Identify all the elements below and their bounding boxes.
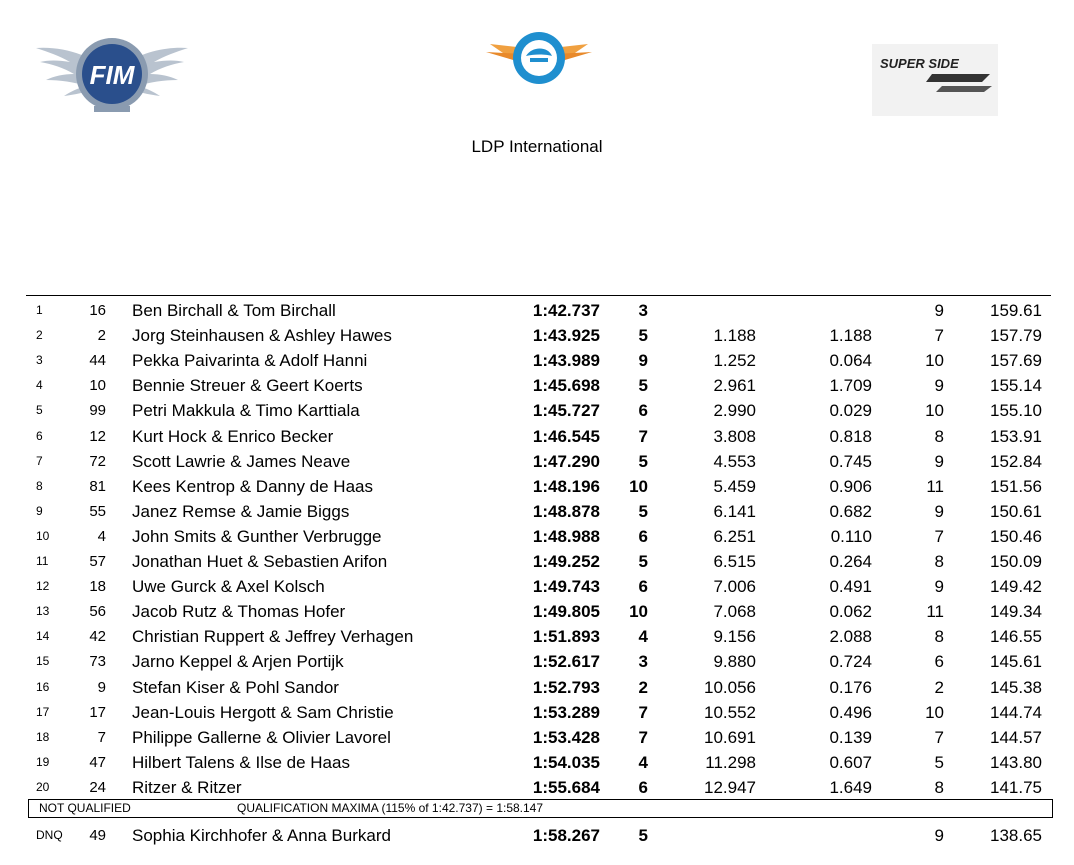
cell-diff: 1.649 bbox=[829, 777, 872, 797]
cell-diff: 1.709 bbox=[829, 376, 872, 396]
cell-pos: 16 bbox=[36, 679, 50, 694]
cell-gap: 2.990 bbox=[713, 401, 756, 421]
cell-name: Jonathan Huet & Sebastien Arifon bbox=[132, 552, 388, 571]
cell-num: 9 bbox=[97, 678, 106, 696]
table-row bbox=[0, 700, 1074, 725]
cell-laps: 2 bbox=[638, 677, 648, 697]
cell-laps: 5 bbox=[638, 826, 648, 845]
cell-time: 1:54.035 bbox=[532, 752, 600, 772]
table-row bbox=[0, 649, 1074, 674]
cell-name: Hilbert Talens & Ilse de Haas bbox=[132, 752, 350, 772]
cell-time: 1:53.428 bbox=[532, 727, 600, 747]
cell-name: Sophia Kirchhofer & Anna Burkard bbox=[132, 826, 391, 845]
cell-num: 12 bbox=[89, 427, 106, 445]
cell-num: 17 bbox=[89, 703, 106, 721]
cell-laps: 4 bbox=[638, 752, 648, 772]
cell-lap: 8 bbox=[934, 777, 944, 797]
not-qualified-bar bbox=[28, 799, 1053, 818]
cell-gap: 7.068 bbox=[713, 602, 756, 622]
table-row bbox=[0, 449, 1074, 474]
cell-speed: 155.14 bbox=[990, 376, 1042, 396]
table-top-rule bbox=[26, 295, 1051, 296]
cell-laps: 5 bbox=[638, 451, 648, 471]
cell-gap: 3.808 bbox=[713, 426, 756, 446]
cell-gap: 6.251 bbox=[713, 526, 756, 546]
cell-lap: 11 bbox=[926, 602, 944, 622]
cell-laps: 10 bbox=[629, 476, 648, 496]
cell-speed: 141.75 bbox=[990, 777, 1042, 797]
cell-diff: 0.110 bbox=[830, 526, 872, 546]
cell-diff: 0.607 bbox=[829, 752, 872, 772]
cell-num: 81 bbox=[89, 477, 106, 495]
cell-time: 1:52.617 bbox=[532, 652, 600, 672]
cell-pos: 2 bbox=[36, 328, 43, 343]
cell-num: 4 bbox=[97, 527, 106, 545]
cell-time: 1:45.727 bbox=[532, 401, 600, 421]
cell-speed: 151.56 bbox=[990, 476, 1042, 496]
cell-pos: 20 bbox=[36, 779, 50, 794]
cell-name: Jacob Rutz & Thomas Hofer bbox=[132, 602, 346, 622]
cell-num: 72 bbox=[89, 452, 106, 470]
cell-speed: 150.61 bbox=[990, 501, 1042, 521]
cell-gap: 12.947 bbox=[704, 777, 756, 797]
cell-lap: 9 bbox=[934, 376, 944, 396]
cell-pos: 7 bbox=[36, 453, 43, 468]
cell-gap: 10.552 bbox=[704, 702, 756, 722]
cell-num: 49 bbox=[89, 827, 106, 844]
cell-gap: 2.961 bbox=[713, 376, 756, 396]
cell-gap: 4.553 bbox=[713, 451, 756, 471]
cell-time: 1:42.737 bbox=[532, 301, 600, 320]
cell-diff: 0.062 bbox=[829, 602, 872, 622]
fim-logo bbox=[34, 36, 190, 112]
cell-pos: 4 bbox=[36, 378, 43, 393]
cell-time: 1:49.252 bbox=[532, 552, 600, 571]
cell-name: Janez Remse & Jamie Biggs bbox=[132, 501, 350, 521]
cell-pos: 17 bbox=[36, 704, 50, 719]
table-row bbox=[0, 323, 1074, 348]
svg-text:FIM: FIM bbox=[89, 60, 135, 90]
cell-lap: 10 bbox=[925, 702, 944, 722]
cell-lap: 9 bbox=[934, 826, 944, 845]
cell-lap: 8 bbox=[934, 426, 944, 446]
cell-gap: 6.141 bbox=[713, 501, 756, 521]
cell-pos: 18 bbox=[36, 729, 50, 744]
cell-speed: 157.79 bbox=[990, 326, 1042, 346]
cell-num: 10 bbox=[89, 377, 106, 395]
cell-name: Bennie Streuer & Geert Koerts bbox=[132, 376, 363, 396]
cell-laps: 6 bbox=[638, 401, 648, 421]
cell-name: Jarno Keppel & Arjen Portijk bbox=[132, 652, 344, 672]
cell-time: 1:48.196 bbox=[532, 476, 600, 496]
cell-laps: 5 bbox=[638, 552, 648, 571]
cell-pos: 1 bbox=[36, 303, 43, 317]
table-row bbox=[0, 398, 1074, 423]
cell-pos: 15 bbox=[36, 654, 50, 669]
cell-gap: 6.515 bbox=[713, 552, 756, 571]
cell-speed: 153.91 bbox=[990, 426, 1042, 446]
cell-gap: 9.880 bbox=[713, 652, 756, 672]
cell-pos: 10 bbox=[36, 528, 50, 543]
cell-name: Stefan Kiser & Pohl Sandor bbox=[132, 677, 339, 697]
cell-diff: 0.818 bbox=[829, 426, 872, 446]
cell-num: 55 bbox=[89, 502, 106, 520]
cell-gap: 5.459 bbox=[713, 476, 756, 496]
cell-speed: 152.84 bbox=[990, 451, 1042, 471]
cell-gap: 11.298 bbox=[705, 752, 756, 772]
cell-diff: 0.029 bbox=[829, 401, 872, 421]
cell-lap: 7 bbox=[934, 326, 944, 346]
cell-diff: 0.264 bbox=[829, 552, 872, 571]
cell-num: 24 bbox=[89, 778, 106, 796]
cell-time: 1:45.698 bbox=[532, 376, 600, 396]
cell-name: Jorg Steinhausen & Ashley Hawes bbox=[132, 326, 392, 346]
cell-diff: 0.724 bbox=[829, 652, 872, 672]
table-row bbox=[0, 823, 1074, 848]
cell-laps: 6 bbox=[638, 526, 648, 546]
cell-num: 18 bbox=[89, 578, 106, 596]
cell-num: 44 bbox=[89, 352, 106, 370]
cell-time: 1:46.545 bbox=[532, 426, 600, 446]
cell-laps: 7 bbox=[638, 702, 648, 722]
cell-time: 1:58.267 bbox=[532, 826, 600, 845]
cell-num: 73 bbox=[89, 653, 106, 671]
cell-time: 1:47.290 bbox=[532, 451, 600, 471]
cell-time: 1:49.805 bbox=[532, 602, 600, 622]
cell-pos: 9 bbox=[36, 503, 43, 518]
cell-speed: 150.46 bbox=[990, 526, 1042, 546]
cell-name: Philippe Gallerne & Olivier Lavorel bbox=[132, 727, 391, 747]
cell-time: 1:53.289 bbox=[532, 702, 600, 722]
cell-pos: 6 bbox=[36, 428, 43, 443]
cell-name: Kees Kentrop & Danny de Haas bbox=[132, 476, 373, 496]
cell-name: Christian Ruppert & Jeffrey Verhagen bbox=[132, 627, 414, 647]
svg-text:SUPER SIDE: SUPER SIDE bbox=[880, 56, 959, 71]
table-row bbox=[0, 574, 1074, 599]
table-row bbox=[0, 599, 1074, 624]
table-row bbox=[0, 524, 1074, 549]
cell-time: 1:55.684 bbox=[532, 777, 600, 797]
cell-name: Kurt Hock & Enrico Becker bbox=[132, 426, 334, 446]
table-row bbox=[0, 675, 1074, 700]
cell-speed: 149.42 bbox=[990, 577, 1042, 597]
cell-laps: 6 bbox=[638, 777, 648, 797]
cell-pos: 11 bbox=[36, 554, 49, 568]
table-row bbox=[0, 348, 1074, 373]
cell-num: 47 bbox=[89, 753, 106, 771]
cell-lap: 7 bbox=[934, 526, 944, 546]
cell-speed: 138.65 bbox=[990, 826, 1042, 845]
cell-name: Jean-Louis Hergott & Sam Christie bbox=[132, 702, 394, 722]
cell-name: Pekka Paivarinta & Adolf Hanni bbox=[132, 351, 368, 371]
cell-pos: DNQ bbox=[36, 828, 63, 842]
cell-laps: 5 bbox=[638, 376, 648, 396]
cell-name: Uwe Gurck & Axel Kolsch bbox=[132, 577, 325, 597]
cell-name: Ritzer & Ritzer bbox=[132, 777, 242, 797]
cell-lap: 9 bbox=[934, 451, 944, 471]
cell-diff: 0.906 bbox=[829, 476, 872, 496]
cell-laps: 6 bbox=[638, 577, 648, 597]
cell-time: 1:43.989 bbox=[532, 351, 600, 371]
cell-time: 1:49.743 bbox=[532, 577, 600, 597]
table-row bbox=[0, 624, 1074, 649]
cell-diff: 0.745 bbox=[829, 451, 872, 471]
cell-lap: 9 bbox=[934, 577, 944, 597]
cell-lap: 11 bbox=[926, 476, 944, 496]
cell-lap: 10 bbox=[925, 351, 944, 371]
cell-num: 2 bbox=[97, 327, 106, 345]
cell-gap: 7.006 bbox=[713, 577, 756, 597]
cell-time: 1:48.878 bbox=[532, 501, 600, 521]
cell-laps: 7 bbox=[638, 426, 648, 446]
cell-num: 7 bbox=[97, 728, 106, 746]
cell-lap: 5 bbox=[934, 752, 944, 772]
cell-speed: 145.61 bbox=[990, 652, 1042, 672]
cell-num: 16 bbox=[89, 302, 106, 319]
cell-name: John Smits & Gunther Verbrugge bbox=[132, 526, 382, 546]
cell-name: Ben Birchall & Tom Birchall bbox=[132, 301, 336, 320]
cell-name: Petri Makkula & Timo Karttiala bbox=[132, 401, 360, 421]
table-row bbox=[0, 373, 1074, 398]
cell-gap: 1.252 bbox=[713, 351, 756, 371]
cell-pos: 13 bbox=[36, 604, 50, 619]
cell-lap: 9 bbox=[934, 501, 944, 521]
cell-pos: 12 bbox=[36, 579, 50, 594]
cell-speed: 150.09 bbox=[990, 552, 1042, 571]
cell-speed: 144.57 bbox=[990, 727, 1042, 747]
cell-pos: 8 bbox=[36, 478, 43, 493]
table-row bbox=[0, 775, 1074, 800]
cell-speed: 159.61 bbox=[990, 301, 1042, 320]
cell-num: 42 bbox=[89, 628, 106, 646]
table-row bbox=[0, 474, 1074, 499]
cell-pos: 3 bbox=[36, 353, 43, 368]
cell-laps: 10 bbox=[629, 602, 648, 622]
cell-laps: 3 bbox=[638, 652, 648, 672]
cell-diff: 0.491 bbox=[829, 577, 872, 597]
cell-num: 56 bbox=[89, 603, 106, 621]
cell-time: 1:43.925 bbox=[532, 326, 600, 346]
page-title: LDP International bbox=[471, 137, 603, 156]
cell-speed: 144.74 bbox=[990, 702, 1042, 722]
cell-diff: 0.176 bbox=[829, 677, 872, 697]
cell-name: Scott Lawrie & James Neave bbox=[132, 451, 351, 471]
danna-racing-logo bbox=[486, 26, 592, 92]
cell-lap: 2 bbox=[934, 677, 944, 697]
cell-speed: 155.10 bbox=[990, 401, 1042, 421]
cell-laps: 5 bbox=[638, 326, 648, 346]
table-row bbox=[0, 424, 1074, 449]
table-row bbox=[0, 750, 1074, 775]
cell-gap: 10.691 bbox=[704, 727, 756, 747]
cell-laps: 9 bbox=[638, 351, 648, 371]
cell-pos: 19 bbox=[36, 754, 50, 769]
cell-pos: 14 bbox=[36, 629, 50, 644]
cell-lap: 10 bbox=[925, 401, 944, 421]
cell-time: 1:52.793 bbox=[532, 677, 600, 697]
cell-gap: 1.188 bbox=[713, 326, 756, 346]
cell-diff: 0.064 bbox=[829, 351, 872, 371]
cell-gap: 9.156 bbox=[713, 627, 756, 647]
cell-diff: 0.682 bbox=[829, 501, 872, 521]
cell-gap: 10.056 bbox=[704, 677, 756, 697]
cell-laps: 7 bbox=[638, 727, 648, 747]
qualification-maxima: QUALIFICATION MAXIMA (115% of 1:42.737) = 1:58.147 bbox=[237, 801, 544, 815]
cell-time: 1:48.988 bbox=[532, 526, 600, 546]
cell-diff: 1.188 bbox=[829, 326, 872, 346]
cell-lap: 8 bbox=[934, 552, 944, 571]
table-row bbox=[0, 499, 1074, 524]
cell-speed: 143.80 bbox=[990, 752, 1042, 772]
cell-diff: 0.139 bbox=[829, 727, 872, 747]
cell-speed: 145.38 bbox=[990, 677, 1042, 697]
cell-diff: 0.496 bbox=[829, 702, 872, 722]
cell-lap: 6 bbox=[934, 652, 944, 672]
cell-num: 57 bbox=[89, 553, 106, 570]
cell-laps: 3 bbox=[638, 301, 648, 320]
not-qualified-label: NOT QUALIFIED bbox=[39, 801, 131, 815]
cell-speed: 149.34 bbox=[990, 602, 1042, 622]
cell-time: 1:51.893 bbox=[532, 627, 600, 647]
table-row bbox=[0, 725, 1074, 750]
cell-num: 99 bbox=[89, 402, 106, 420]
cell-laps: 4 bbox=[638, 627, 648, 647]
cell-speed: 157.69 bbox=[990, 351, 1042, 371]
cell-lap: 7 bbox=[934, 727, 944, 747]
cell-lap: 9 bbox=[934, 301, 944, 320]
cell-speed: 146.55 bbox=[990, 627, 1042, 647]
cell-diff: 2.088 bbox=[829, 627, 872, 647]
table-row bbox=[0, 298, 1074, 323]
table-row bbox=[0, 549, 1074, 574]
cell-pos: 5 bbox=[36, 403, 43, 418]
superside-logo bbox=[872, 44, 998, 116]
cell-lap: 8 bbox=[934, 627, 944, 647]
cell-laps: 5 bbox=[638, 501, 648, 521]
